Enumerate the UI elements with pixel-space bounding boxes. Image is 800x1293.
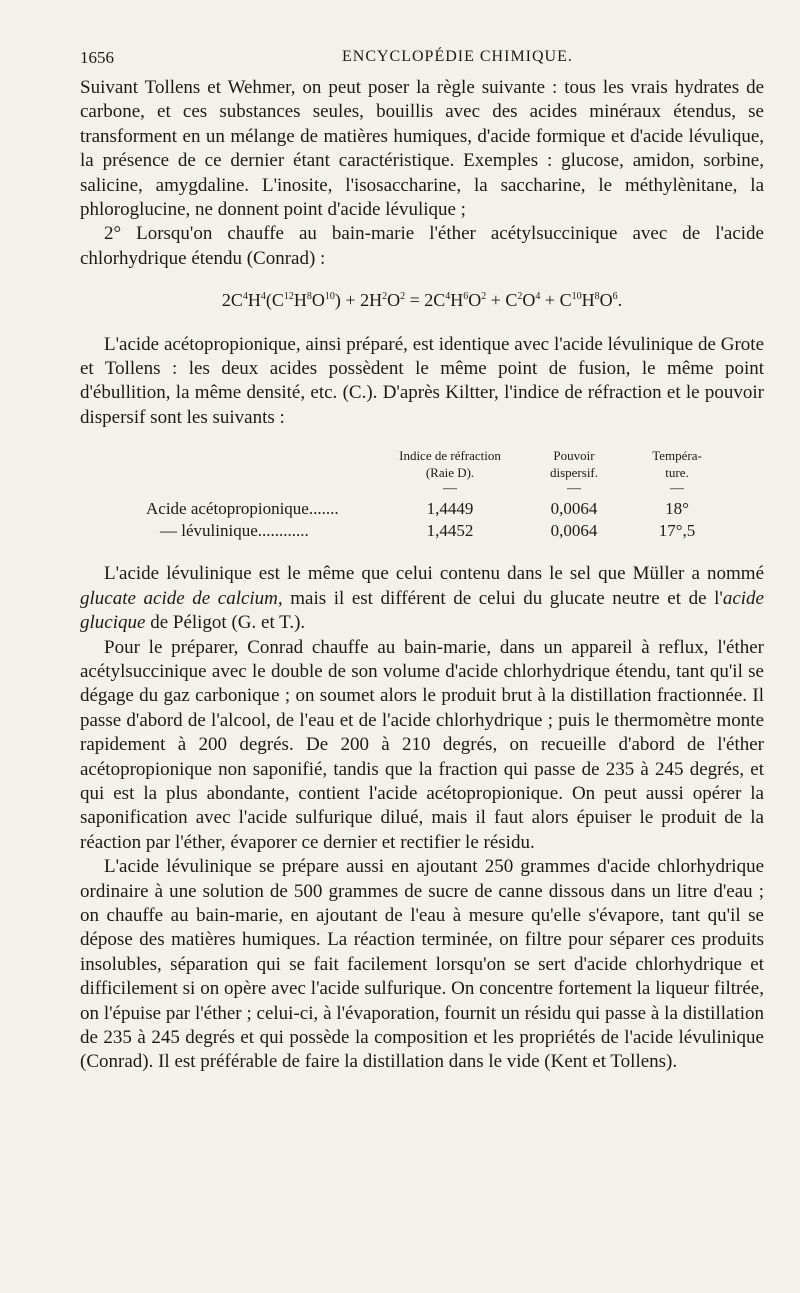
page-body: [80, 76, 764, 1075]
header-dispersion-sub: dispersif.: [549, 465, 599, 481]
table-header-row: [80, 465, 764, 482]
paragraph-conrad-method: 2° Lorsqu'on chauffe au bain-marie l'éther acétylsuccinique avec de l'acide chlorhydrique étendu (Conrad) :: [80, 223, 764, 269]
paragraph-preparation-sugar: L'acide lévulinique se prépare aussi en ajoutant 250 grammes d'acide chlorhydrique ordinaire à une solution de 500 grammes de sucre de canne dissous dans un litre d'eau ; on chauffe au bain-marie, en ajoutant de l'eau à mesure qu'elle s'évapore, tant qu'il se dépose des matières humiques. La réaction terminée, on filtre pour séparer ces produits insolubles, séparation qui se fait facilement lorsqu'on se sert d'acide chlorhydrique et difficilement si on opère avec l'acide sulfurique. On concentre fortement la liqueur filtrée, on l'épuise par l'éther ; celui-ci, à l'évaporation, fournit un résidu qui passe à la distillation de 235 à 245 degrés et qui possède la composition et les propriétés de l'acide lévulinique (Conrad). Il est préférable de faire la distillation dans le vide (Kent et Tollens).: [80, 856, 764, 1073]
table-header-row: [80, 448, 764, 465]
table-dash-row: [80, 482, 764, 498]
header-refraction: Indice de réfraction: [399, 448, 501, 464]
header-dispersion: Pouvoir: [553, 448, 595, 464]
row-temperature: 18°: [665, 499, 689, 519]
row-refraction: 1,4452: [426, 521, 474, 541]
header-refraction-sub: (Raie D).: [425, 465, 475, 481]
table-row: [80, 520, 764, 542]
dash: —: [670, 481, 684, 497]
dash: —: [443, 481, 457, 497]
properties-table: [80, 448, 764, 542]
row-label: Acide acétopropionique.......: [146, 499, 339, 519]
chemical-equation: $2C^4H^4(C^{12}H^8O^{10}) + 2H^2O^2 = 2C^4H^6O^2 + C^2O^4 + C^{10}H^8O^6$.: [221, 290, 623, 311]
row-dispersion: 0,0064: [550, 499, 598, 519]
table-row: [80, 498, 764, 520]
page-number: 1656: [80, 48, 114, 67]
page-header: [80, 44, 760, 74]
running-title: ENCYCLOPÉDIE CHIMIQUE.: [342, 48, 573, 65]
paragraph-acetopropionic: L'acide acétopropionique, ainsi préparé, est identique avec l'acide lévulinique de Grote et Tollens : les deux acides possèdent le même point de fusion, le même point d'ébullition, la même densité, etc. (C.). D'après Kiltter, l'indice de réfraction et le pouvoir dispersif sont les suivants :: [80, 333, 764, 428]
row-temperature: 17°,5: [658, 521, 696, 541]
paragraph-preparation-conrad: Pour le préparer, Conrad chauffe au bain-marie, dans un appareil à reflux, l'éther acétylsuccinique avec le double de son volume d'acide chlorhydrique étendu, tant qu'il se dégage du gaz carbonique ; on soumet alors le produit brut à la distillation fractionnée. Il passe d'abord de l'alcool, de l'eau et de l'acide chlorhydrique ; puis le thermomètre monte rapidement à 200 degrés. De 200 à 210 degrés, on recueille d'abord de l'éther acétopropionique non saponifié, tandis que la fraction qui passe de 235 à 245 degrés, et qui est la plus abondante, contient l'acide acétopropionique. On peut aussi opérer la saponification avec l'acide sulfurique dilué, mais il faut alors épuiser le produit de la réaction par l'éther, évaporer ce dernier et rectifier le résidu.: [80, 636, 764, 853]
paragraph-glucate: L'acide lévulinique est le même que celui contenu dans le sel que Müller a nommé glucate acide de calcium, mais il est différent de celui du glucate neutre et de l'acide glucique de Péligot (G. et T.).: [80, 563, 764, 634]
dash: —: [567, 481, 581, 497]
paragraph-tollens-rule: Suivant Tollens et Wehmer, on peut poser la règle suivante : tous les vrais hydrates de carbone, et ces substances seules, bouillis avec des acides minéraux étendus, se transforment en un mélange de matières humiques, d'acide formique et d'acide lévulique, la présence de ce dernier étant caractéristique. Exemples : glucose, amidon, sorbine, salicine, amygdaline. L'inosite, l'isosaccharine, la saccharine, le méthylènitane, la phloroglucine, ne donnent point d'acide lévulique ;: [80, 77, 764, 221]
header-temperature: Tempéra-: [652, 448, 702, 464]
row-label: — lévulinique............: [160, 521, 309, 541]
header-temperature-sub: ture.: [665, 465, 689, 481]
row-refraction: 1,4449: [426, 499, 474, 519]
row-dispersion: 0,0064: [550, 521, 598, 541]
